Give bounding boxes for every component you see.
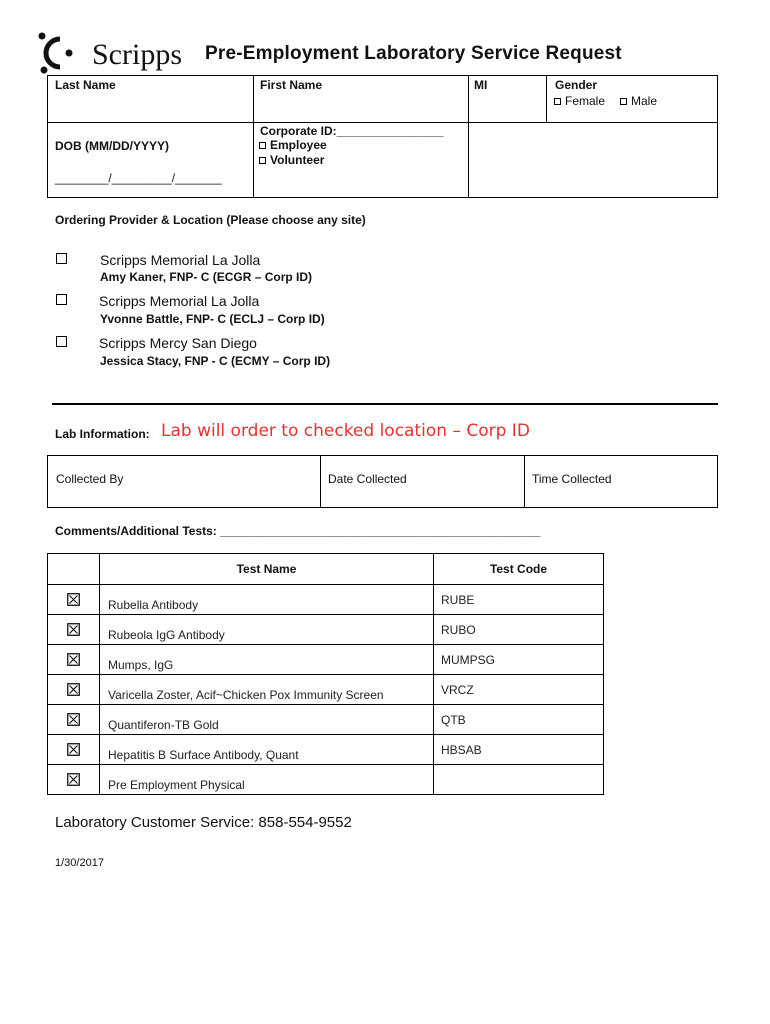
form-date: 1/30/2017: [55, 857, 104, 869]
test-code: [434, 765, 604, 795]
site-3-name: Scripps Mercy San Diego: [99, 335, 257, 351]
logo-text: Scripps: [92, 38, 182, 71]
collected-by-field[interactable]: Collected By: [56, 472, 124, 486]
site-2-checkbox[interactable]: [56, 294, 67, 305]
site-1-provider: Amy Kaner, FNP- C (ECGR – Corp ID): [100, 270, 313, 284]
checked-box-icon[interactable]: [67, 713, 80, 726]
site-2-name: Scripps Memorial La Jolla: [99, 293, 260, 309]
gender-label: Gender: [555, 78, 598, 92]
employee-option[interactable]: [259, 138, 327, 152]
volunteer-option[interactable]: [259, 153, 324, 167]
employee-label: Employee: [270, 138, 327, 152]
customer-service-text: Laboratory Customer Service: 858-554-9552: [55, 814, 352, 831]
test-name: Rubeola IgG Antibody: [100, 615, 434, 645]
test-checkbox-cell[interactable]: [48, 735, 100, 765]
gender-female-option[interactable]: [554, 94, 605, 108]
female-checkbox[interactable]: [554, 98, 561, 105]
test-name: Rubella Antibody: [100, 585, 434, 615]
corporate-id-field[interactable]: Corporate ID:________________: [260, 124, 444, 138]
checked-box-icon[interactable]: [67, 593, 80, 606]
table-row: [48, 585, 604, 615]
table-row: [48, 615, 604, 645]
test-name: Quantiferon-TB Gold: [100, 705, 434, 735]
table-row: [48, 675, 604, 705]
gender-male-option[interactable]: [620, 94, 657, 108]
male-label: Male: [631, 94, 658, 108]
table-row: [48, 735, 604, 765]
test-name: Mumps, IgG: [100, 645, 434, 675]
scripps-logo: [34, 30, 194, 76]
checked-box-icon[interactable]: [67, 743, 80, 756]
test-checkbox-cell[interactable]: [48, 705, 100, 735]
first-name-label: First Name: [260, 78, 323, 92]
female-label: Female: [565, 94, 606, 108]
dob-field[interactable]: ________/_________/_______: [55, 171, 222, 185]
test-name-header: Test Name: [100, 554, 434, 585]
test-name: Pre Employment Physical: [100, 765, 434, 795]
checked-box-icon[interactable]: [67, 653, 80, 666]
site-3-provider: Jessica Stacy, FNP - C (ECMY – Corp ID): [100, 354, 331, 368]
site-2-provider: Yvonne Battle, FNP- C (ECLJ – Corp ID): [100, 312, 325, 326]
test-code: RUBE: [434, 585, 604, 615]
test-checkbox-cell[interactable]: [48, 765, 100, 795]
checked-box-icon[interactable]: [67, 623, 80, 636]
male-checkbox[interactable]: [620, 98, 627, 105]
table-row: [48, 705, 604, 735]
ordering-heading: Ordering Provider & Location (Please choose any site): [55, 213, 366, 227]
test-checkbox-cell[interactable]: [48, 615, 100, 645]
volunteer-label: Volunteer: [270, 153, 325, 167]
time-collected-field[interactable]: Time Collected: [532, 472, 612, 486]
test-code: MUMPSG: [434, 645, 604, 675]
test-code: QTB: [434, 705, 604, 735]
volunteer-checkbox[interactable]: [259, 157, 266, 164]
employee-checkbox[interactable]: [259, 142, 266, 149]
mi-label: MI: [474, 78, 488, 92]
date-collected-field[interactable]: Date Collected: [328, 472, 407, 486]
table-row: [48, 765, 604, 795]
test-checkbox-cell[interactable]: [48, 585, 100, 615]
site-1-checkbox[interactable]: [56, 253, 67, 264]
site-1-name: Scripps Memorial La Jolla: [100, 252, 261, 268]
tests-table: [47, 553, 604, 795]
test-name: Hepatitis B Surface Antibody, Quant: [100, 735, 434, 765]
lab-info-note: Lab will order to checked location – Corp ID: [161, 421, 530, 441]
test-code: HBSAB: [434, 735, 604, 765]
page-title: Pre-Employment Laboratory Service Request: [205, 43, 622, 64]
last-name-label: Last Name: [55, 78, 116, 92]
checked-box-icon[interactable]: [67, 773, 80, 786]
test-name: Varicella Zoster, Acif~Chicken Pox Immunity Screen: [100, 675, 434, 705]
test-code-header: Test Code: [434, 554, 604, 585]
table-row: [48, 645, 604, 675]
checked-box-icon[interactable]: [67, 683, 80, 696]
test-code: VRCZ: [434, 675, 604, 705]
test-checkbox-cell[interactable]: [48, 645, 100, 675]
section-divider: [52, 403, 718, 405]
scripps-logo-icon: [34, 30, 80, 76]
comments-field[interactable]: Comments/Additional Tests: ________________________________________________: [55, 524, 541, 538]
lab-info-label: Lab Information:: [55, 427, 150, 441]
dob-label: DOB (MM/DD/YYYY): [55, 139, 169, 153]
site-3-checkbox[interactable]: [56, 336, 67, 347]
test-checkbox-cell[interactable]: [48, 675, 100, 705]
test-code: RUBO: [434, 615, 604, 645]
